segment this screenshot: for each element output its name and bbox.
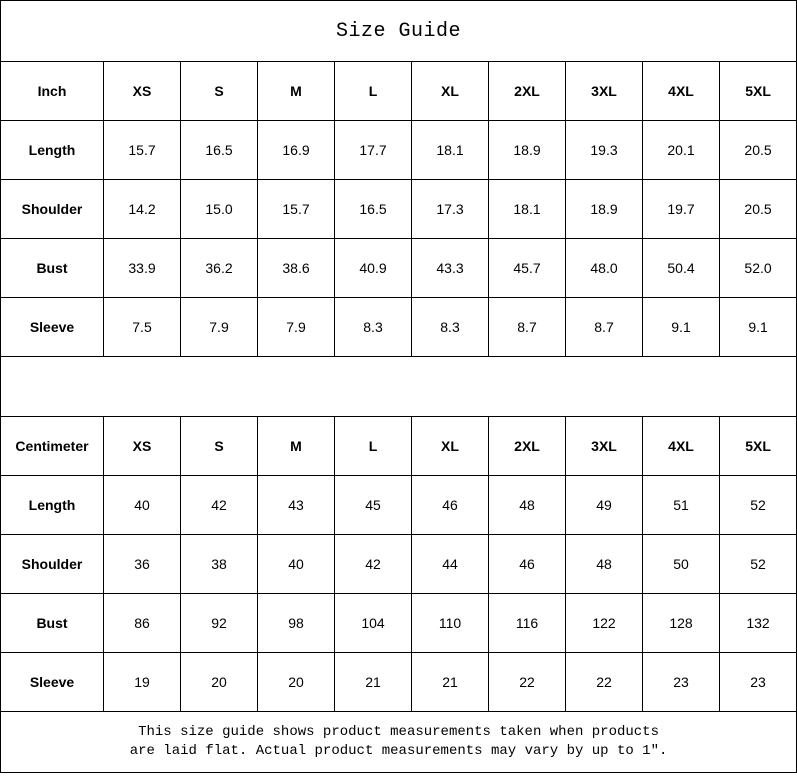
cm-size-header: M bbox=[258, 417, 335, 476]
inch-measurement-cell: 19.3 bbox=[566, 121, 643, 180]
cm-measurement-cell: 44 bbox=[412, 535, 489, 594]
inch-measurement-cell: 7.5 bbox=[104, 298, 181, 357]
inch-measurement-cell: 20.5 bbox=[720, 180, 797, 239]
cm-measurement-cell: 116 bbox=[489, 594, 566, 653]
inch-table-row bbox=[1, 298, 797, 357]
inch-measurement-cell: 38.6 bbox=[258, 239, 335, 298]
inch-measurement-cell: 15.7 bbox=[104, 121, 181, 180]
cm-measurement-cell: 21 bbox=[412, 653, 489, 712]
inch-measurement-cell: 15.0 bbox=[181, 180, 258, 239]
cm-measurement-cell: 40 bbox=[104, 476, 181, 535]
inch-measurement-cell: 17.3 bbox=[412, 180, 489, 239]
inch-size-header: 4XL bbox=[643, 62, 720, 121]
cm-size-header: L bbox=[335, 417, 412, 476]
cm-measurement-cell: 132 bbox=[720, 594, 797, 653]
inch-measurement-cell: 9.1 bbox=[643, 298, 720, 357]
cm-measurement-cell: 92 bbox=[181, 594, 258, 653]
cm-measurement-cell: 122 bbox=[566, 594, 643, 653]
cm-size-header: XS bbox=[104, 417, 181, 476]
title-row bbox=[1, 1, 797, 62]
inch-measurement-cell: 16.5 bbox=[335, 180, 412, 239]
inch-measurement-cell: 18.1 bbox=[412, 121, 489, 180]
inch-measurement-cell: 18.9 bbox=[566, 180, 643, 239]
footnote-line-2: are laid flat. Actual product measurements may vary by up to 1″. bbox=[129, 743, 668, 759]
inch-row-label: Length bbox=[1, 121, 104, 180]
page-title: Size Guide bbox=[1, 1, 797, 62]
cm-table-row bbox=[1, 476, 797, 535]
cm-measurement-cell: 22 bbox=[489, 653, 566, 712]
cm-row-label: Shoulder bbox=[1, 535, 104, 594]
inch-measurement-cell: 33.9 bbox=[104, 239, 181, 298]
cm-measurement-cell: 23 bbox=[643, 653, 720, 712]
inch-measurement-cell: 40.9 bbox=[335, 239, 412, 298]
cm-measurement-cell: 49 bbox=[566, 476, 643, 535]
cm-measurement-cell: 22 bbox=[566, 653, 643, 712]
cm-measurement-cell: 46 bbox=[489, 535, 566, 594]
cm-size-header: 3XL bbox=[566, 417, 643, 476]
cm-measurement-cell: 40 bbox=[258, 535, 335, 594]
inch-measurement-cell: 7.9 bbox=[258, 298, 335, 357]
inch-measurement-cell: 20.1 bbox=[643, 121, 720, 180]
inch-measurement-cell: 8.7 bbox=[489, 298, 566, 357]
cm-size-header: S bbox=[181, 417, 258, 476]
inch-measurement-cell: 20.5 bbox=[720, 121, 797, 180]
cm-measurement-cell: 50 bbox=[643, 535, 720, 594]
footnote bbox=[1, 712, 797, 773]
cm-measurement-cell: 45 bbox=[335, 476, 412, 535]
inch-measurement-cell: 45.7 bbox=[489, 239, 566, 298]
cm-measurement-cell: 20 bbox=[258, 653, 335, 712]
cm-measurement-cell: 52 bbox=[720, 476, 797, 535]
inch-table-row bbox=[1, 239, 797, 298]
cm-measurement-cell: 42 bbox=[335, 535, 412, 594]
inch-unit-label: Inch bbox=[1, 62, 104, 121]
inch-size-header: 5XL bbox=[720, 62, 797, 121]
inch-measurement-cell: 16.9 bbox=[258, 121, 335, 180]
inch-measurement-cell: 52.0 bbox=[720, 239, 797, 298]
cm-measurement-cell: 110 bbox=[412, 594, 489, 653]
inch-measurement-cell: 17.7 bbox=[335, 121, 412, 180]
cm-header-row bbox=[1, 417, 797, 476]
inch-table-row bbox=[1, 180, 797, 239]
cm-measurement-cell: 42 bbox=[181, 476, 258, 535]
inch-row-label: Bust bbox=[1, 239, 104, 298]
inch-measurement-cell: 8.3 bbox=[412, 298, 489, 357]
inch-measurement-cell: 7.9 bbox=[181, 298, 258, 357]
inch-measurement-cell: 14.2 bbox=[104, 180, 181, 239]
inch-size-header: S bbox=[181, 62, 258, 121]
cm-measurement-cell: 20 bbox=[181, 653, 258, 712]
inch-measurement-cell: 8.3 bbox=[335, 298, 412, 357]
inch-size-header: XL bbox=[412, 62, 489, 121]
cm-measurement-cell: 19 bbox=[104, 653, 181, 712]
inch-measurement-cell: 50.4 bbox=[643, 239, 720, 298]
cm-measurement-cell: 98 bbox=[258, 594, 335, 653]
cm-measurement-cell: 52 bbox=[720, 535, 797, 594]
inch-header-row bbox=[1, 62, 797, 121]
cm-measurement-cell: 23 bbox=[720, 653, 797, 712]
inch-measurement-cell: 15.7 bbox=[258, 180, 335, 239]
inch-size-header: 2XL bbox=[489, 62, 566, 121]
inch-measurement-cell: 43.3 bbox=[412, 239, 489, 298]
inch-measurement-cell: 19.7 bbox=[643, 180, 720, 239]
inch-table-row bbox=[1, 121, 797, 180]
inch-size-header: XS bbox=[104, 62, 181, 121]
cm-measurement-cell: 38 bbox=[181, 535, 258, 594]
inch-measurement-cell: 48.0 bbox=[566, 239, 643, 298]
cm-measurement-cell: 46 bbox=[412, 476, 489, 535]
cm-unit-label: Centimeter bbox=[1, 417, 104, 476]
inch-measurement-cell: 36.2 bbox=[181, 239, 258, 298]
inch-row-label: Sleeve bbox=[1, 298, 104, 357]
inch-measurement-cell: 8.7 bbox=[566, 298, 643, 357]
cm-measurement-cell: 21 bbox=[335, 653, 412, 712]
cm-row-label: Length bbox=[1, 476, 104, 535]
cm-size-header: 4XL bbox=[643, 417, 720, 476]
inch-row-label: Shoulder bbox=[1, 180, 104, 239]
cm-table-row bbox=[1, 653, 797, 712]
cm-table-row bbox=[1, 594, 797, 653]
cm-measurement-cell: 48 bbox=[489, 476, 566, 535]
cm-measurement-cell: 36 bbox=[104, 535, 181, 594]
cm-row-label: Bust bbox=[1, 594, 104, 653]
inch-measurement-cell: 18.9 bbox=[489, 121, 566, 180]
footnote-line-1: This size guide shows product measurements taken when products bbox=[138, 724, 659, 740]
cm-measurement-cell: 86 bbox=[104, 594, 181, 653]
cm-size-header: 5XL bbox=[720, 417, 797, 476]
cm-measurement-cell: 128 bbox=[643, 594, 720, 653]
cm-measurement-cell: 104 bbox=[335, 594, 412, 653]
cm-row-label: Sleeve bbox=[1, 653, 104, 712]
cm-measurement-cell: 43 bbox=[258, 476, 335, 535]
cm-measurement-cell: 51 bbox=[643, 476, 720, 535]
cm-size-header: XL bbox=[412, 417, 489, 476]
inch-size-header: M bbox=[258, 62, 335, 121]
inch-measurement-cell: 9.1 bbox=[720, 298, 797, 357]
inch-measurement-cell: 16.5 bbox=[181, 121, 258, 180]
spacer-cell bbox=[1, 357, 797, 417]
inch-size-header: L bbox=[335, 62, 412, 121]
inch-measurement-cell: 18.1 bbox=[489, 180, 566, 239]
spacer-row bbox=[1, 357, 797, 417]
cm-table-row bbox=[1, 535, 797, 594]
inch-size-header: 3XL bbox=[566, 62, 643, 121]
cm-measurement-cell: 48 bbox=[566, 535, 643, 594]
note-row bbox=[1, 712, 797, 773]
cm-size-header: 2XL bbox=[489, 417, 566, 476]
